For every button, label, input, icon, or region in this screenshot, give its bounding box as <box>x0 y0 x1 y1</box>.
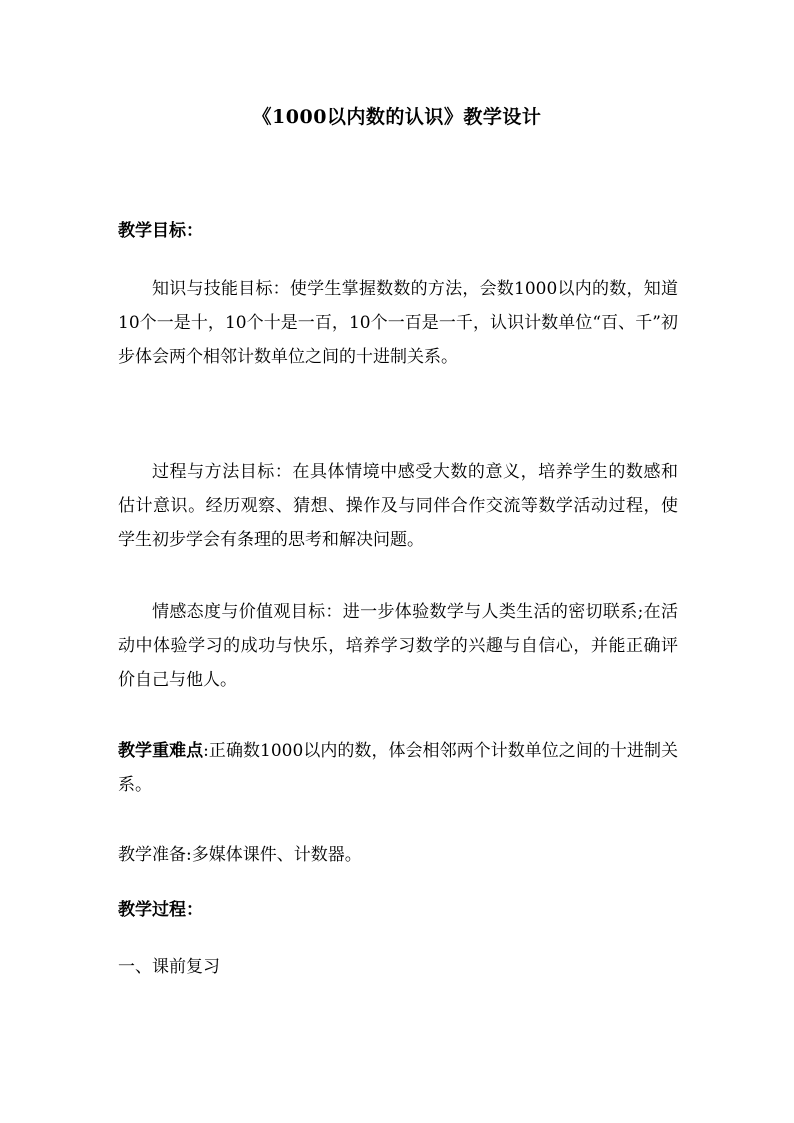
section-one-heading: 一、课前复习 <box>118 957 220 977</box>
objective-knowledge-paragraph: 知识与技能目标：使学生掌握数数的方法，会数1000以内的数，知道10个一是十，10个十是一百，10个一百是一千，认识计数单位“百、千”初步体会两个相邻计数单位之间的十进制关系。 <box>118 279 678 367</box>
objective-emotion-paragraph: 情感态度与价值观目标：进一步体验数学与人类生活的密切联系;在活动中体验学习的成功与快乐，培养学习数学的兴趣与自信心，并能正确评价自己与他人。 <box>118 602 678 690</box>
key-points-paragraph <box>118 734 678 802</box>
document-title: 《1000以内数的认识》教学设计 <box>252 106 542 128</box>
process-heading: 教学过程： <box>118 900 203 920</box>
objective-process-paragraph: 过程与方法目标：在具体情境中感受大数的意义，培养学生的数感和估计意识。经历观察、猜想、操作及与同伴合作交流等数学活动过程，使学生初步学会有条理的思考和解决问题。 <box>118 462 678 550</box>
key-points-text: :正确数1000以内的数，体会相邻两个计数单位之间的十进制关系。 <box>118 741 679 795</box>
key-points-label: 教学重难点 <box>118 741 204 761</box>
preparation-line: 教学准备:多媒体课件、计数器。 <box>118 845 362 865</box>
objectives-heading: 教学目标： <box>118 221 203 241</box>
